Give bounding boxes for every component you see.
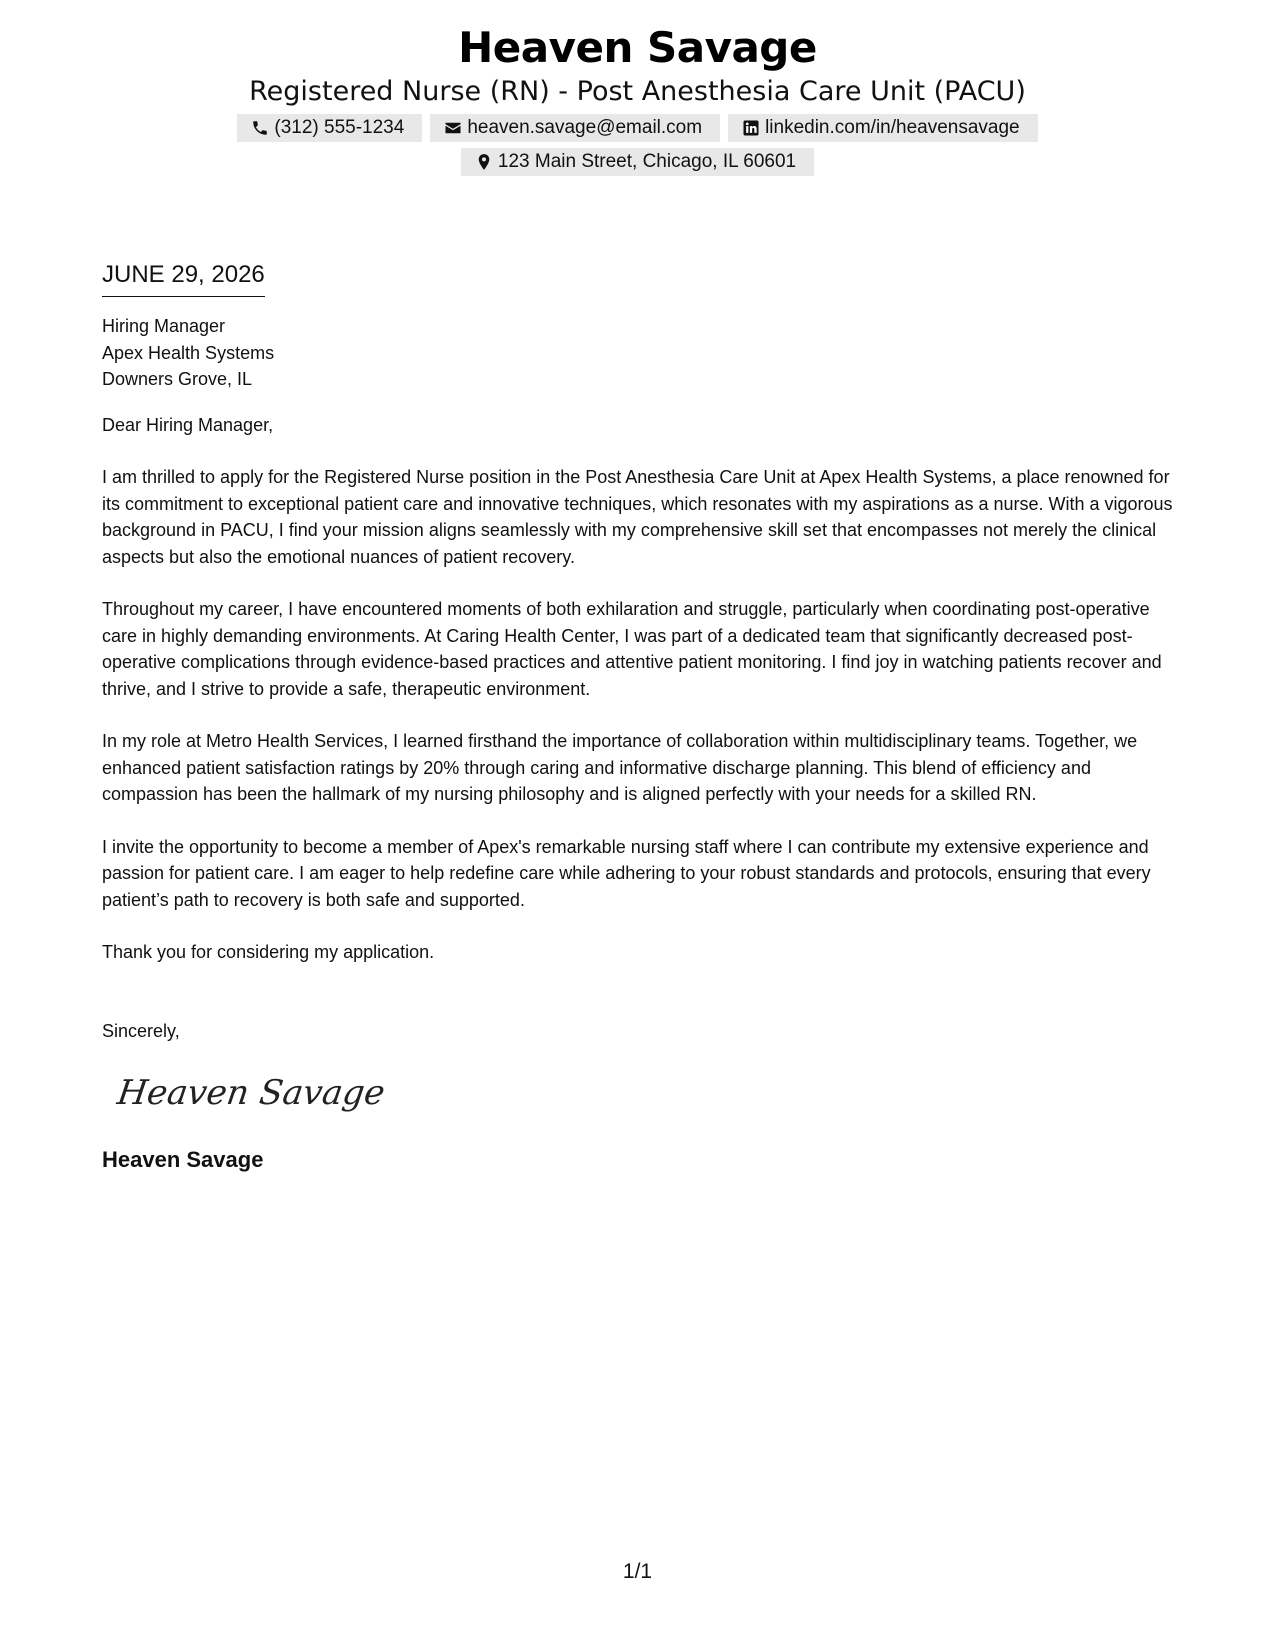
linkedin-chip[interactable]: [728, 114, 1038, 142]
body-paragraph: I am thrilled to apply for the Registered Nurse position in the Post Anesthesia Care Unit at Apex Health Systems, a place renowned for its commitment to exceptional patient care and innovative techniques, which resonates with my aspirations as a nurse. With a vigorous background in PACU, I find your mission aligns seamlessly with my comprehensive skill set that encompasses not merely the clinical aspects but also the emotional nuances of patient recovery.: [102, 467, 1173, 567]
body-paragraph: In my role at Metro Health Services, I learned firsthand the importance of collaboration within multidisciplinary teams. Together, we enhanced patient satisfaction ratings by 20% through caring and informative discharge planning. This blend of efficiency and compassion has been the hallmark of my nursing philosophy and is aligned perfectly with your needs for a skilled RN.: [102, 731, 1138, 804]
applicant-name: Heaven Savage: [458, 23, 817, 72]
signature-text: Heaven Savage: [114, 1073, 388, 1113]
address-chip: [461, 148, 814, 176]
signed-name: Heaven Savage: [102, 1147, 264, 1172]
closing: Sincerely,: [102, 1020, 180, 1041]
thanks-line: Thank you for considering my application.: [102, 942, 435, 962]
letter-date: JUNE 29, 2026: [102, 258, 265, 297]
job-title: Registered Nurse (RN) - Post Anesthesia Care Unit (PACU): [249, 76, 1026, 107]
recipient-line: Apex Health Systems: [102, 342, 275, 363]
body-paragraph: I invite the opportunity to become a member of Apex's remarkable nursing staff where I can contribute my extensive experience and passion for patient care. I am eager to help redefine care while adhering to your robust standards and protocols, ensuring that every patient’s path to recovery is both safe and supported.: [102, 836, 1151, 910]
salutation: Dear Hiring Manager,: [102, 414, 274, 435]
phone-text: (312) 555-1234: [274, 117, 405, 138]
phone-icon: [251, 119, 269, 137]
body-paragraph: Throughout my career, I have encountered moments of both exhilaration and struggle, particularly when coordinating post-operative care in highly demanding environments. At Caring Health Center, I was part of a dedicated team that significantly decreased post-operative complications through evidence-based practices and attentive patient monitoring. I find joy in watching patients recover and thrive, and I strive to provide a safe, therapeutic environment.: [102, 599, 1162, 699]
signature-image: [114, 1062, 388, 1122]
address-text: 123 Main Street, Chicago, IL 60601: [497, 151, 797, 172]
map-pin-icon: [475, 153, 493, 171]
linkedin-icon: [742, 119, 760, 137]
letter-body: [102, 258, 1177, 1175]
recipient-block: [102, 313, 1177, 393]
email-text: heaven.savage@email.com: [467, 117, 703, 138]
email-chip[interactable]: [430, 114, 720, 142]
linkedin-text: linkedin.com/in/heavensavage: [765, 117, 1020, 138]
letter-header: [0, 22, 1275, 176]
recipient-line: Downers Grove, IL: [102, 369, 253, 389]
phone-chip[interactable]: [237, 114, 422, 142]
contact-row: [0, 114, 1275, 142]
page-indicator: 1/1: [622, 1560, 653, 1583]
address-row: [0, 148, 1275, 176]
envelope-icon: [444, 119, 462, 137]
recipient-line: Hiring Manager: [102, 316, 226, 336]
